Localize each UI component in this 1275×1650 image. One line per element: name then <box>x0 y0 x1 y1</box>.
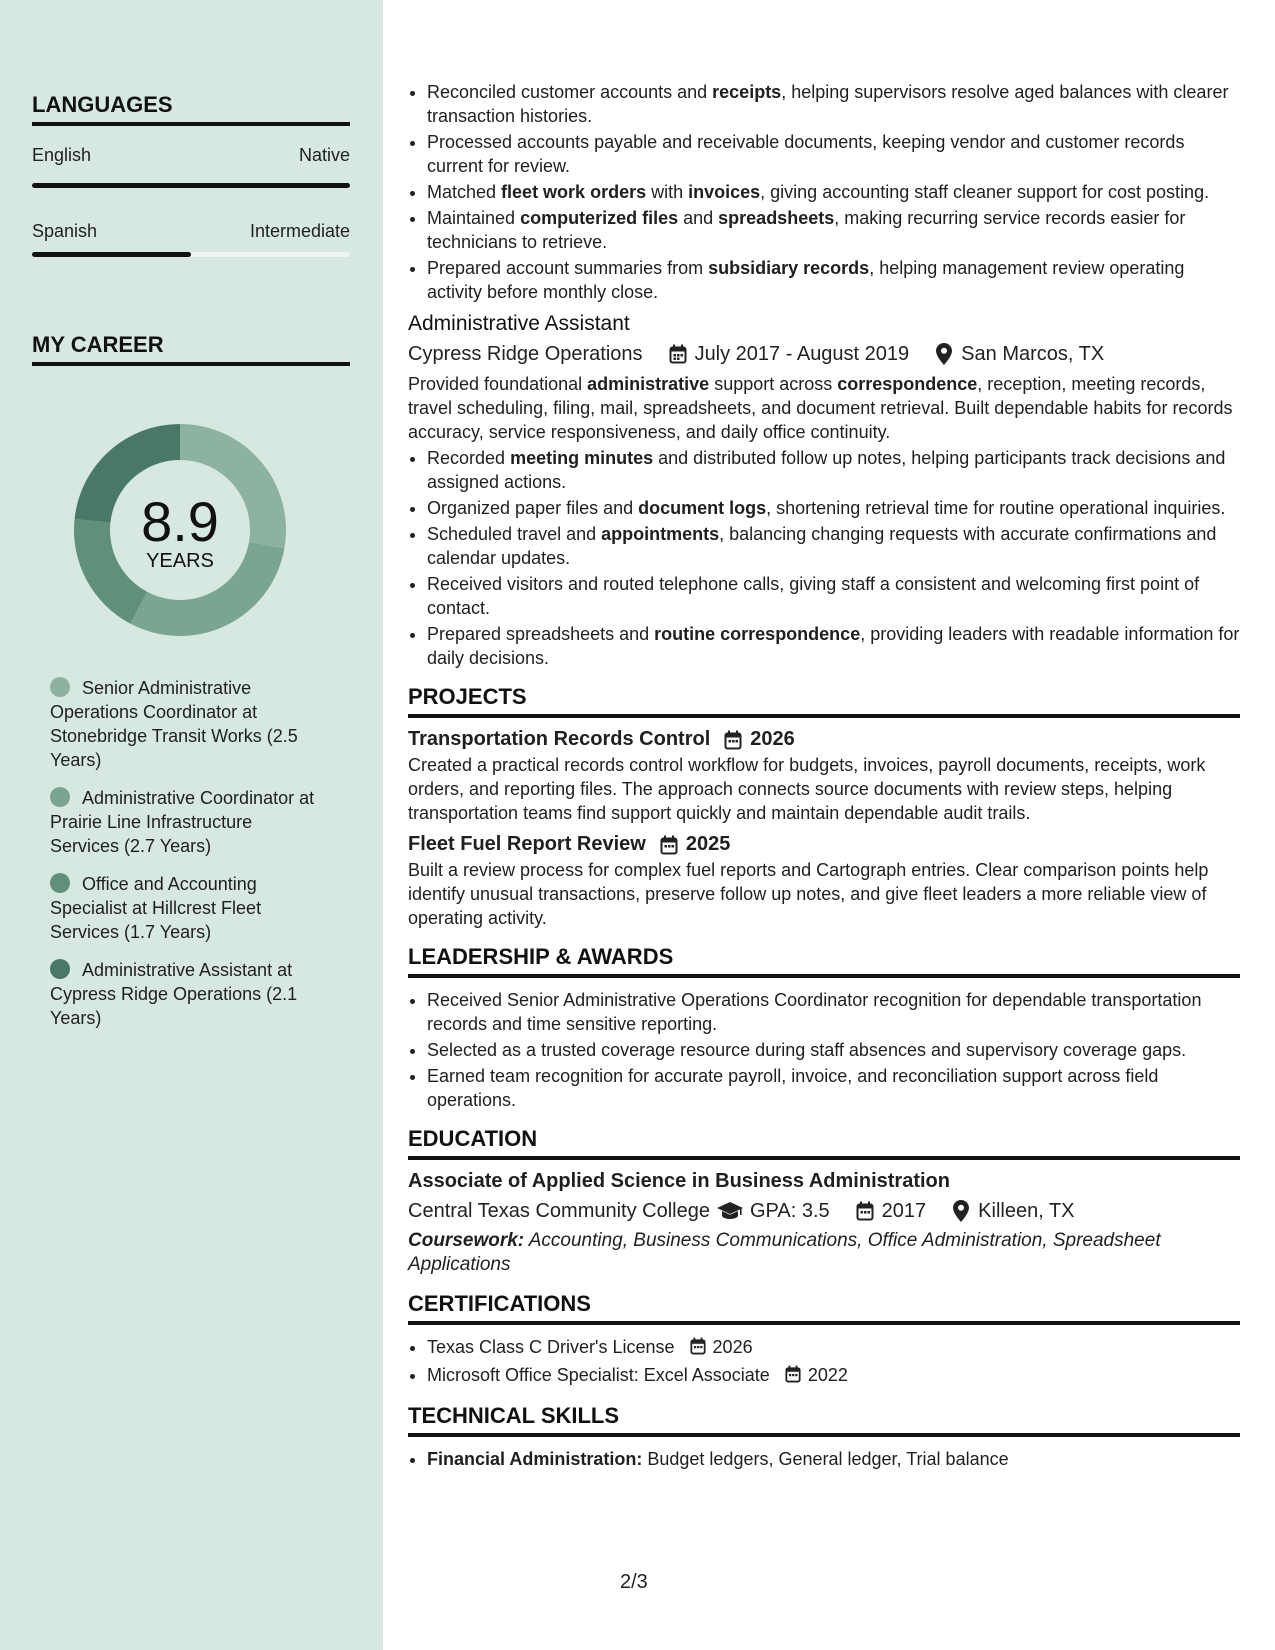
certification-year: 2022 <box>807 1365 848 1385</box>
career-item <box>50 786 320 858</box>
career-heading: MY CAREER <box>32 332 350 366</box>
school-name: Central Texas Community College <box>408 1200 710 1222</box>
career-unit: YEARS <box>146 550 214 572</box>
experience-bullet: • Prepared account summaries from subsidiary records, helping management review operating activity before monthly close. <box>427 256 1240 304</box>
career-dot <box>50 873 70 893</box>
career-item-text: Administrative Coordinator at Prairie Line Infrastructure Services (2.7 Years) <box>50 788 315 856</box>
languages-heading: LANGUAGES <box>32 92 350 126</box>
certification-name: Texas Class C Driver's License <box>427 1337 675 1357</box>
job-location: San Marcos, TX <box>961 343 1105 365</box>
language-level: Intermediate <box>249 221 350 241</box>
career-item-text: Senior Administrative Operations Coordinator at Stonebridge Transit Works (2.5 Years) <box>50 678 298 770</box>
project-year: 2026 <box>750 728 795 750</box>
calendar-icon <box>724 730 742 750</box>
language-bar-spanish <box>32 252 350 257</box>
leadership-item: • Received Senior Administrative Operations Coordinator recognition for dependable transportation records and time sensitive reporting. <box>427 988 1240 1036</box>
project-title: Fleet Fuel Report Review <box>408 833 646 855</box>
coursework-label: Coursework: <box>408 1230 525 1251</box>
map-pin-icon <box>950 1200 972 1222</box>
job-bullet: • Recorded meeting minutes and distributed follow up notes, helping participants track decisions and assigned actions. <box>427 446 1240 494</box>
job-bullet: • Prepared spreadsheets and routine correspondence, providing leaders with readable information for daily decisions. <box>427 622 1240 670</box>
language-bar-english <box>32 183 350 188</box>
sidebar <box>0 0 383 1650</box>
leadership-item: • Selected as a trusted coverage resource during staff absences and supervisory coverage gaps. <box>427 1038 1240 1062</box>
leadership-item: • Earned team recognition for accurate payroll, invoice, and reconciliation support across field operations. <box>427 1064 1240 1112</box>
page-number: 2/3 <box>620 1571 648 1593</box>
certifications-heading: CERTIFICATIONS <box>408 1291 1240 1325</box>
certifications-list <box>408 1335 1240 1389</box>
experience-bullet: • Reconciled customer accounts and receipts, helping supervisors resolve aged balances with clearer transaction histories. <box>427 80 1240 128</box>
certification-year: 2026 <box>712 1337 753 1357</box>
project-description: Created a practical records control workflow for budgets, invoices, payroll documents, receipts, work orders, and reporting files. The approach connects source documents with review steps, helping transportation teams find support quickly and maintain dependable audit trails. <box>408 755 1206 823</box>
technical-skills-heading: TECHNICAL SKILLS <box>408 1403 1240 1437</box>
project-description: Built a review process for complex fuel reports and Cartograph entries. Clear comparison points help identify unusual transactions, preserve follow up notes, and give fleet leaders a more reliable view of operating activity. <box>408 860 1209 928</box>
project-title: Transportation Records Control <box>408 728 711 750</box>
coursework <box>408 1229 1240 1277</box>
career-total: 8.9 <box>141 490 219 553</box>
language-bar-fill <box>32 252 191 257</box>
project-title-row <box>408 728 1240 751</box>
coursework-list: Accounting, Business Communications, Office Administration, Spreadsheet Applications <box>408 1230 1161 1275</box>
gpa: GPA: 3.5 <box>749 1200 830 1222</box>
education-year: 2017 <box>881 1200 927 1222</box>
career-item-text: Office and Accounting Specialist at Hillcrest Fleet Services (1.7 Years) <box>50 874 262 942</box>
career-dot <box>50 677 70 697</box>
project-title-row <box>408 833 1240 856</box>
experience-bullet: • Matched fleet work orders with invoices, giving accounting staff cleaner support for cost posting. <box>427 180 1240 204</box>
donut-segment-2 <box>74 519 147 624</box>
experience-bullet: • Processed accounts payable and receivable documents, keeping vendor and customer records current for review. <box>427 130 1240 178</box>
certification-name: Microsoft Office Specialist: Excel Associate <box>427 1365 770 1385</box>
calendar-icon <box>854 1200 876 1222</box>
career-dot <box>50 787 70 807</box>
job-meta <box>408 340 1240 368</box>
calendar-icon <box>667 343 689 365</box>
skill-label: Financial Administration: <box>427 1449 643 1469</box>
education-location: Killeen, TX <box>978 1200 1075 1222</box>
career-donut-chart <box>65 415 295 645</box>
language-row-english <box>32 145 350 166</box>
experience-bullet: • Maintained computerized files and spreadsheets, making recurring service records easier for technicians to retrieve. <box>427 206 1240 254</box>
projects-heading: PROJECTS <box>408 684 1240 718</box>
career-item <box>50 872 320 944</box>
leadership-heading: LEADERSHIP & AWARDS <box>408 944 1240 978</box>
language-bar-fill <box>32 183 350 188</box>
skill-item <box>427 1447 1240 1471</box>
certification-item <box>427 1335 1240 1361</box>
calendar-icon <box>690 1337 706 1361</box>
job-summary: Provided foundational administrative support across correspondence, reception, meeting records, travel scheduling, filing, mail, spreadsheets, and document retrieval. Built dependable habits for records accuracy, service responsiveness, and daily office continuity. <box>408 374 1233 442</box>
language-name: Spanish <box>32 221 98 241</box>
language-name: English <box>32 145 92 165</box>
map-pin-icon <box>933 343 955 365</box>
career-item-text: Administrative Assistant at Cypress Ridge Operations (2.1 Years) <box>50 960 298 1028</box>
project-year: 2025 <box>685 833 731 855</box>
job-dates: July 2017 - August 2019 <box>694 343 910 365</box>
job-bullet: • Organized paper files and document logs, shortening retrieval time for routine operational inquiries. <box>427 496 1240 520</box>
job-company: Cypress Ridge Operations <box>408 343 643 365</box>
leadership-list <box>408 988 1240 1112</box>
job-bullets <box>408 446 1240 670</box>
degree-title: Associate of Applied Science in Business Administration <box>408 1170 950 1192</box>
education-heading: EDUCATION <box>408 1126 1240 1160</box>
graduation-cap-icon <box>716 1200 744 1222</box>
calendar-icon <box>785 1365 801 1389</box>
career-item <box>50 958 320 1030</box>
main-content <box>408 80 1240 1473</box>
career-list <box>50 676 320 1044</box>
job-title: Administrative Assistant <box>408 312 630 335</box>
skills-list <box>408 1447 1240 1471</box>
calendar-icon <box>660 835 678 855</box>
certification-item <box>427 1363 1240 1389</box>
career-item <box>50 676 320 772</box>
career-dot <box>50 959 70 979</box>
language-level: Native <box>298 145 350 165</box>
experience-bullets-previous <box>408 80 1240 304</box>
job-bullet: • Scheduled travel and appointments, balancing changing requests with accurate confirmations and calendar updates. <box>427 522 1240 570</box>
education-meta <box>408 1197 1240 1225</box>
skill-value: Budget ledgers, General ledger, Trial balance <box>647 1449 1009 1469</box>
job-bullet: • Received visitors and routed telephone calls, giving staff a consistent and welcoming first point of contact. <box>427 572 1240 620</box>
language-row-spanish <box>32 221 350 242</box>
